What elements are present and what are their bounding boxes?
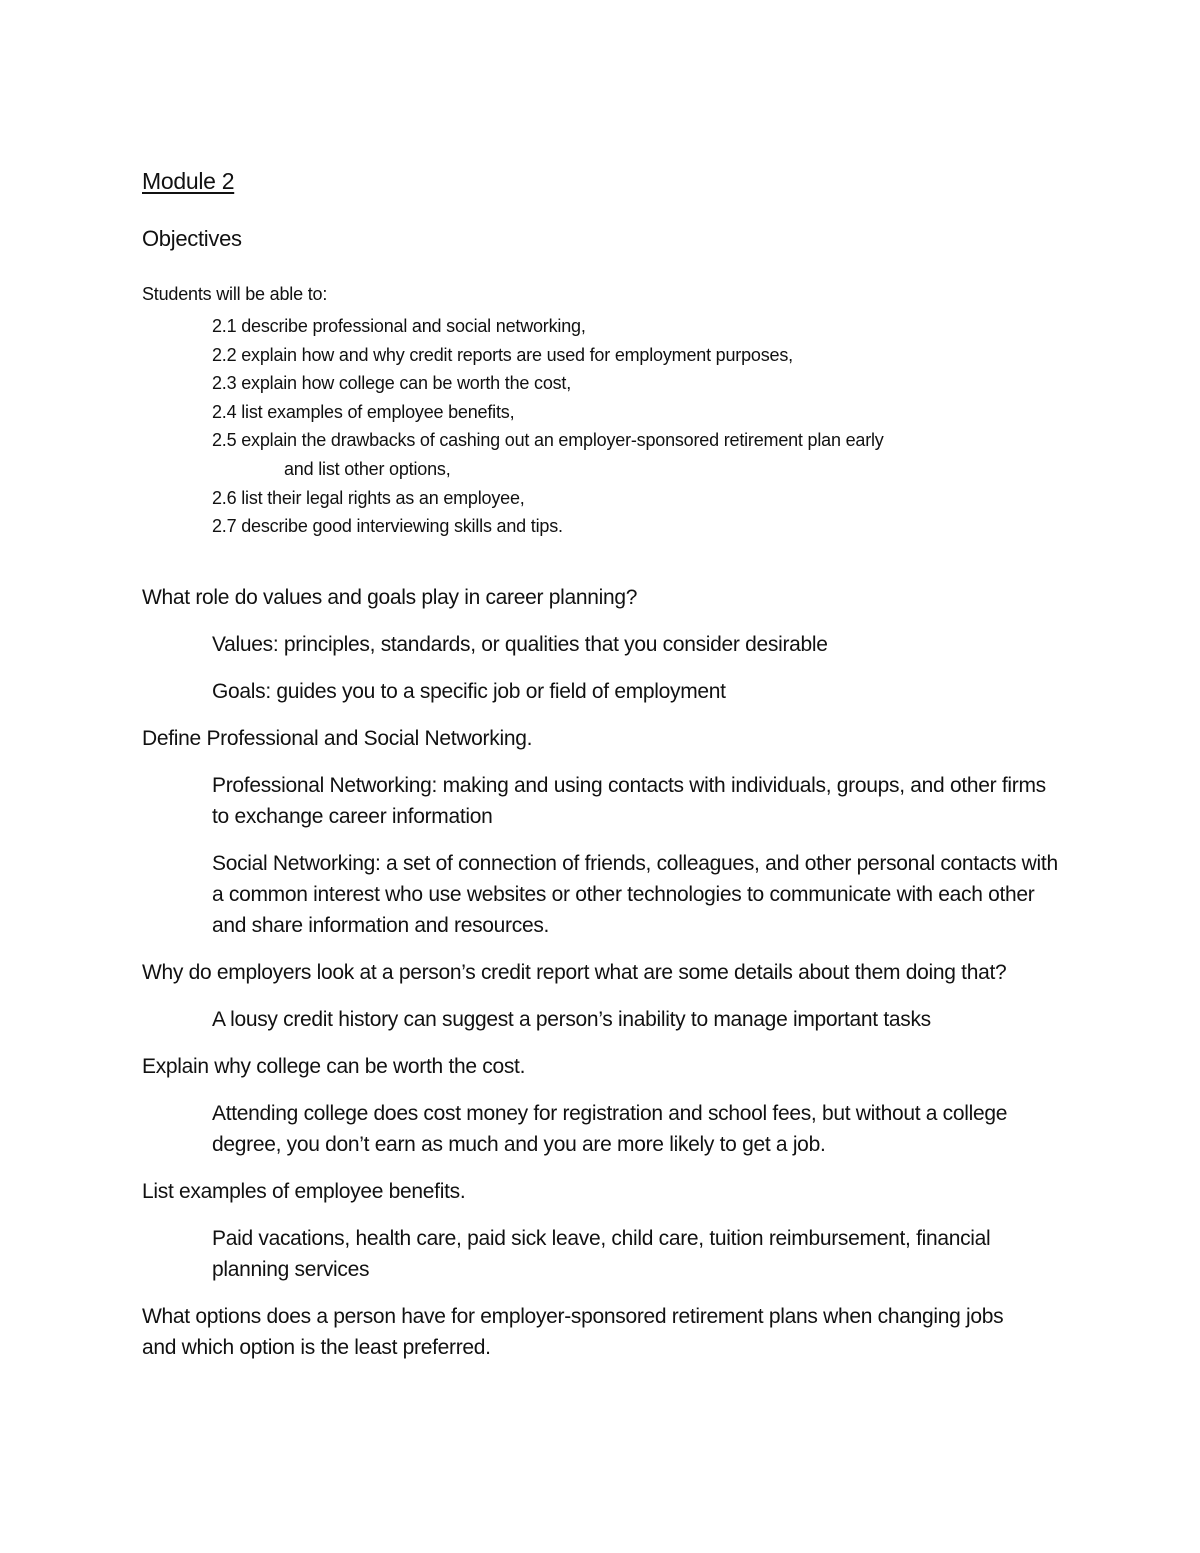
question: Why do employers look at a person’s credit report what are some details about them doing that?: [142, 961, 1007, 984]
objective-item: 2.7 describe good interviewing skills and tips.: [212, 516, 563, 537]
objectives-list: [212, 312, 1032, 541]
page-title: Module 2: [142, 168, 235, 194]
question: List examples of employee benefits.: [142, 1180, 466, 1203]
answer: A lousy credit history can suggest a person’s inability to manage important tasks: [212, 1008, 931, 1031]
answer: Values: principles, standards, or qualities that you consider desirable: [212, 633, 828, 656]
answer: Paid vacations, health care, paid sick leave, child care, tuition reimbursement, financial planning services: [212, 1227, 991, 1281]
question: Explain why college can be worth the cost.: [142, 1055, 526, 1078]
objective-item-continuation: and list other options,: [284, 458, 451, 479]
question: What options does a person have for employer-sponsored retirement plans when changing jobs and which option is the least preferred.: [142, 1305, 1004, 1359]
question-answer-section: [142, 582, 1072, 1379]
objective-item: 2.3 explain how college can be worth the cost,: [212, 373, 572, 394]
objective-item: 2.6 list their legal rights as an employee,: [212, 487, 525, 508]
objectives-intro: Students will be able to:: [142, 284, 328, 304]
objective-item: 2.5 explain the drawbacks of cashing out an employer-sponsored retirement plan early: [212, 430, 884, 451]
answer: Goals: guides you to a specific job or field of employment: [212, 680, 726, 703]
question: What role do values and goals play in career planning?: [142, 586, 638, 609]
objectives-heading: Objectives: [142, 226, 242, 251]
answer: Social Networking: a set of connection of friends, colleagues, and other personal contacts with a common interest who use websites or other technologies to communicate with each other and share information and resources.: [212, 852, 1058, 937]
objective-item: 2.4 list examples of employee benefits,: [212, 401, 515, 422]
objective-item: 2.1 describe professional and social networking,: [212, 316, 586, 336]
question: Define Professional and Social Networking.: [142, 727, 533, 750]
answer: Attending college does cost money for registration and school fees, but without a college degree, you don’t earn as much and you are more likely to get a job.: [212, 1102, 1008, 1156]
objective-item: 2.2 explain how and why credit reports are used for employment purposes,: [212, 344, 793, 365]
answer: Professional Networking: making and using contacts with individuals, groups, and other firms to exchange career information: [212, 774, 1046, 828]
